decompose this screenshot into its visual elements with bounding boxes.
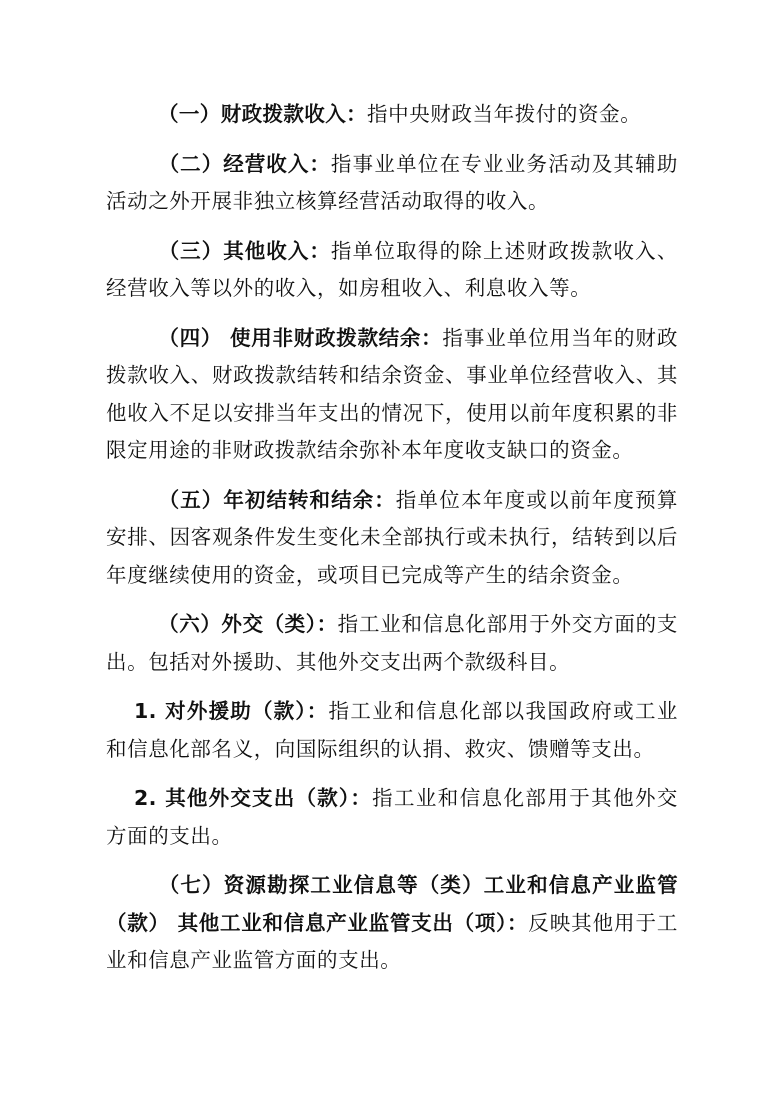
paragraph-carryover-and-balance: [106, 482, 678, 595]
term-label: （五）年初结转和结余：: [158, 487, 396, 512]
term-label: （三）其他收入：: [158, 238, 331, 263]
definition-text: 指单位本年度或以前年度预算安排、因客观条件发生变化未全部执行或未执行，结转到以后年度继续使用的资金，或项目已完成等产生的结余资金。: [106, 487, 678, 587]
paragraph-industry-info-supervision: [106, 867, 678, 980]
definition-text: 指事业单位在专业业务活动及其辅助活动之外开展非独立核算经营活动取得的收入。: [106, 151, 678, 213]
term-label: （四） 使用非财政拨款结余：: [158, 325, 443, 350]
definition-text: 指工业和信息化部用于外交方面的支出。包括对外援助、其他外交支出两个款级科目。: [106, 612, 678, 674]
definition-text: 反映其他用于工业和信息产业监管方面的支出。: [106, 910, 678, 972]
definition-text: 指中央财政当年拨付的资金。: [367, 102, 642, 126]
definition-text: 指事业单位用当年的财政拨款收入、财政拨款结转和结余资金、事业单位经营收入、其他收入不足以安排当年支出的情况下，使用以前年度积累的非限定用途的非财政拨款结余弥补本年度收支缺口的资金。: [106, 325, 678, 462]
term-label: 2. 其他外交支出（款）：: [134, 786, 373, 810]
document-body: [106, 96, 678, 980]
paragraph-foreign-aid: [106, 693, 678, 768]
paragraph-foreign-affairs: [106, 606, 678, 681]
term-label: （二）经营收入：: [158, 151, 331, 176]
paragraph-other-income: [106, 233, 678, 308]
paragraph-other-foreign-affairs: [106, 780, 678, 855]
definition-text: 指工业和信息化部以我国政府或工业和信息化部名义，向国际组织的认捐、救灾、馈赠等支出。: [106, 699, 678, 761]
term-label: （一）财政拨款收入：: [158, 102, 367, 126]
definition-text: 指单位取得的除上述财政拨款收入、经营收入等以外的收入，如房租收入、利息收入等。: [106, 238, 678, 300]
term-label: 1. 对外援助（款）：: [134, 699, 329, 723]
term-label: （六）外交（类）：: [158, 612, 338, 636]
definition-text: 指工业和信息化部用于其他外交方面的支出。: [106, 786, 678, 848]
paragraph-fiscal-appropriation-income: [106, 96, 678, 134]
paragraph-operating-income: [106, 146, 678, 221]
paragraph-non-fiscal-balance-use: [106, 320, 678, 470]
term-label: （七）资源勘探工业信息等（类）工业和信息产业监管（款） 其他工业和信息产业监管支出（项）：: [106, 873, 678, 935]
